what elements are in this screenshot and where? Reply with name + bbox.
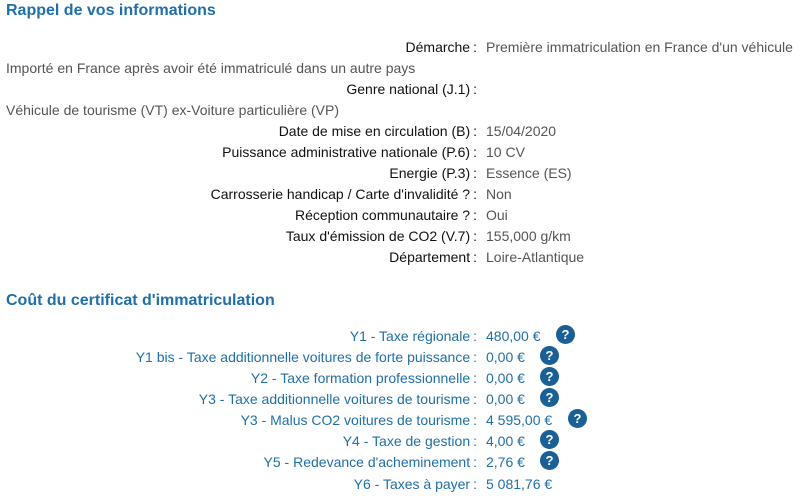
cost-label: Y1 bis - Taxe additionnelle voitures de forte puissance bbox=[135, 349, 471, 365]
help-icon[interactable]: ? bbox=[540, 451, 559, 470]
info-value: 10 CV bbox=[486, 144, 525, 160]
cost-row-y1bis: Y1 bis - Taxe additionnelle voitures de forte puissance : 0,00 € ? bbox=[0, 349, 807, 369]
cost-row-y3: Y3 - Taxe additionnelle voitures de tourisme : 0,00 € ? bbox=[0, 391, 807, 411]
help-icon[interactable]: ? bbox=[540, 346, 559, 365]
cost-label: Y1 - Taxe régionale bbox=[349, 328, 471, 344]
info-value: Non bbox=[486, 186, 512, 202]
help-icon[interactable]: ? bbox=[556, 325, 575, 344]
info-label: Energie (P.3) bbox=[389, 165, 471, 181]
info-label: Puissance administrative nationale (P.6) bbox=[222, 144, 471, 160]
cost-label: Y2 - Taxe formation professionnelle bbox=[250, 370, 471, 386]
info-label: Genre national (J.1) bbox=[346, 81, 471, 97]
cost-label: Y3 - Taxe additionnelle voitures de tourisme bbox=[198, 391, 471, 407]
cost-row-y2: Y2 - Taxe formation professionnelle : 0,00 € ? bbox=[0, 370, 807, 390]
info-section-title: Rappel de vos informations bbox=[6, 2, 216, 19]
cost-value: 4 595,00 € bbox=[486, 412, 553, 428]
cost-label: Y3 - Malus CO2 voitures de tourisme bbox=[240, 412, 471, 428]
cost-label: Y5 - Redevance d'acheminement bbox=[263, 454, 471, 470]
cost-row-y4: Y4 - Taxe de gestion : 4,00 € ? bbox=[0, 433, 807, 453]
info-value: Première immatriculation en France d'un véhicule bbox=[486, 39, 793, 55]
info-label: Date de mise en circulation (B) bbox=[278, 123, 471, 139]
info-row-carrosserie: Carrosserie handicap / Carte d'invalidité ? : Non bbox=[210, 186, 512, 202]
info-label: Taux d'émission de CO2 (V.7) bbox=[285, 228, 471, 244]
info-label: Carrosserie handicap / Carte d'invalidité ? bbox=[210, 186, 471, 202]
info-value: 155,000 g/km bbox=[486, 228, 571, 244]
cost-section-title: Coût du certificat d'immatriculation bbox=[6, 292, 275, 309]
info-row-departement: Département : Loire-Atlantique bbox=[389, 249, 585, 265]
info-row-puissance: Puissance administrative nationale (P.6) : 10 CV bbox=[222, 144, 525, 160]
cost-row-y1: Y1 - Taxe régionale : 480,00 € ? bbox=[0, 328, 807, 348]
info-value-overflow: Importé en France après avoir été immatriculé dans un autre pays bbox=[6, 60, 416, 76]
cost-value: 5 081,76 € bbox=[486, 476, 553, 492]
cost-value: 480,00 € bbox=[486, 328, 541, 344]
info-value-overflow: Véhicule de tourisme (VT) ex-Voiture particulière (VP) bbox=[6, 102, 340, 118]
info-value: 15/04/2020 bbox=[486, 123, 557, 139]
cost-label: Y6 - Taxes à payer bbox=[353, 476, 471, 492]
cost-value: 2,76 € bbox=[486, 454, 525, 470]
info-label: Réception communautaire ? bbox=[295, 207, 471, 223]
cost-row-y6-total: Y6 - Taxes à payer : 5 081,76 € bbox=[353, 476, 553, 492]
help-icon[interactable]: ? bbox=[540, 430, 559, 449]
info-row-date: Date de mise en circulation (B) : 15/04/2020 bbox=[278, 123, 557, 139]
info-row-reception: Réception communautaire ? : Oui bbox=[295, 207, 508, 223]
cost-row-y5: Y5 - Redevance d'acheminement : 2,76 € ? bbox=[0, 454, 807, 474]
info-row-co2: Taux d'émission de CO2 (V.7) : 155,000 g/km bbox=[285, 228, 571, 244]
cost-value: 0,00 € bbox=[486, 349, 525, 365]
info-value: Essence (ES) bbox=[486, 165, 572, 181]
help-icon[interactable]: ? bbox=[540, 388, 559, 407]
info-row-energie: Energie (P.3) : Essence (ES) bbox=[389, 165, 572, 181]
info-label: Département bbox=[389, 249, 471, 265]
info-row-genre: Genre national (J.1) : bbox=[346, 81, 477, 97]
cost-value: 0,00 € bbox=[486, 391, 525, 407]
help-icon[interactable]: ? bbox=[540, 367, 559, 386]
cost-value: 0,00 € bbox=[486, 370, 525, 386]
cost-value: 4,00 € bbox=[486, 433, 525, 449]
info-label: Démarche bbox=[405, 39, 471, 55]
info-value: Loire-Atlantique bbox=[486, 249, 585, 265]
cost-row-y3-malus: Y3 - Malus CO2 voitures de tourisme : 4 595,00 € ? bbox=[0, 412, 807, 432]
help-icon[interactable]: ? bbox=[568, 409, 587, 428]
info-value: Oui bbox=[486, 207, 508, 223]
cost-label: Y4 - Taxe de gestion bbox=[342, 433, 471, 449]
info-row-demarche: Démarche : Première immatriculation en France d'un véhicule bbox=[405, 39, 793, 55]
